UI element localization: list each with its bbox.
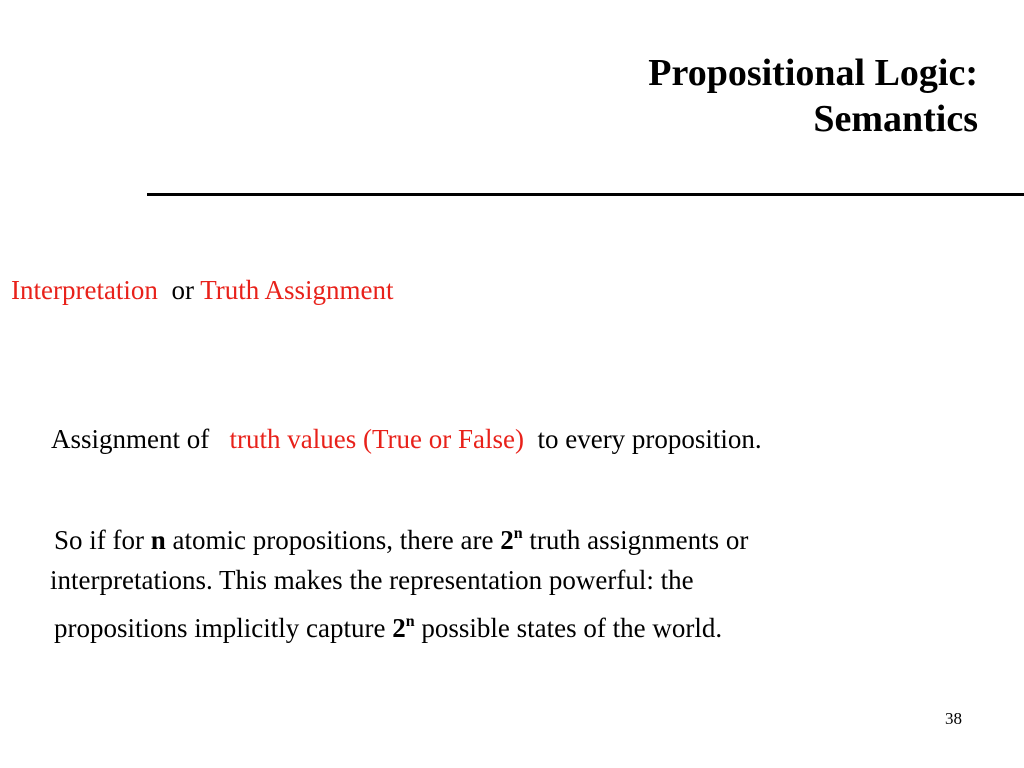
definition-suffix: to every proposition. bbox=[537, 424, 762, 454]
title-line-1: Propositional Logic: bbox=[648, 52, 978, 94]
page-number: 38 bbox=[945, 709, 962, 728]
title-divider bbox=[147, 193, 1024, 196]
power-exponent: n bbox=[405, 613, 415, 630]
definition-prefix: Assignment of bbox=[51, 424, 210, 454]
heading-term-truth-assignment: Truth Assignment bbox=[200, 275, 394, 305]
slide-title bbox=[648, 50, 978, 142]
heading-term-interpretation: Interpretation bbox=[11, 275, 158, 305]
title-line-2: Semantics bbox=[813, 98, 978, 140]
definition-highlight: truth values (True or False) bbox=[229, 424, 524, 454]
text-run: atomic propositions, there are bbox=[165, 525, 501, 555]
power-base: 2 bbox=[500, 525, 514, 555]
text-run: possible states of the world. bbox=[414, 613, 723, 643]
explanation-line-3 bbox=[50, 608, 748, 648]
text-run: So if for bbox=[54, 525, 151, 555]
text-run: truth assignments or bbox=[522, 525, 749, 555]
definition-paragraph bbox=[51, 421, 762, 457]
heading-connector: or bbox=[171, 275, 194, 305]
power-exponent: n bbox=[513, 525, 523, 542]
explanation-line-2: interpretations. This makes the representation powerful: the bbox=[50, 565, 694, 595]
section-heading bbox=[11, 272, 394, 308]
explanation-paragraph bbox=[50, 520, 748, 648]
power-base: 2 bbox=[392, 613, 406, 643]
variable-n: n bbox=[150, 525, 166, 555]
text-run: propositions implicitly capture bbox=[54, 613, 393, 643]
explanation-line-1 bbox=[50, 520, 748, 560]
